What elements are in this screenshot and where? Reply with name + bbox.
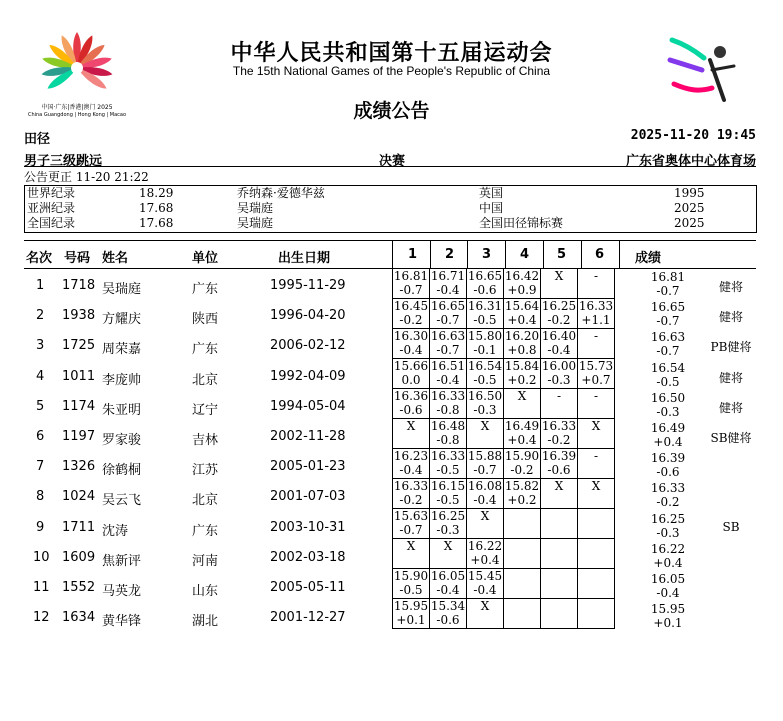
attempt-mark: 16.15 [430, 479, 466, 493]
result-mark: 16.63 [650, 330, 686, 345]
attempt-mark: 16.81 [393, 269, 429, 283]
attempt-wind: -0.3 [436, 523, 460, 537]
table-row [24, 270, 756, 300]
attempt-wind: -0.1 [473, 343, 497, 357]
unit-cell: 广东 [192, 342, 219, 358]
bib-cell: 1024 [62, 489, 96, 505]
result-cell [650, 602, 686, 630]
attempt-wind: +0.4 [507, 313, 537, 327]
result-wind: -0.4 [656, 586, 680, 600]
update-notice: 公告更正 11-20 21:22 [24, 170, 149, 184]
attempt-wind: +0.2 [507, 493, 537, 507]
games-title: 中华人民共和国第十五届运动会 [230, 41, 553, 66]
result-cell [650, 330, 686, 358]
attempt-mark: 16.33 [541, 419, 577, 433]
record-row: 亚洲纪录 17.68 吴瑞庭 中国 2025 [27, 201, 705, 215]
result-mark: 16.39 [650, 451, 686, 466]
result-cell [650, 361, 686, 389]
table-row [24, 572, 756, 602]
rank-cell: 6 [36, 429, 45, 444]
attempt-mark: 15.80 [467, 329, 503, 343]
attempt-wind: -0.4 [473, 583, 497, 597]
attempt-mark: 16.54 [467, 359, 503, 373]
table-row [24, 512, 756, 542]
dob-cell: 2006-02-12 [270, 338, 346, 354]
result-cell [650, 300, 686, 328]
result-mark: 16.25 [650, 511, 686, 526]
result-mark: 16.65 [650, 300, 686, 315]
table-row [24, 481, 756, 511]
bib-cell: 1718 [62, 278, 96, 293]
attempt-wind: -0.4 [436, 283, 460, 297]
record-row: 世界纪录 18.29 乔纳森·爱德华兹 英国 1995 [27, 186, 705, 200]
unit-cell: 广东 [192, 282, 219, 297]
dob-cell: 2002-11-28 [270, 429, 346, 444]
attempt-mark: X [406, 539, 416, 553]
attempt-mark: X [554, 479, 564, 493]
attempt-wind: +0.4 [507, 433, 537, 447]
attempt-mark: X [517, 389, 527, 403]
attempt-wind: -0.6 [399, 403, 423, 417]
bib-cell: 1174 [62, 398, 96, 414]
note-cell: PB健将 [710, 340, 752, 355]
attempt-mark: 15.95 [393, 599, 429, 613]
attempt-wind: -0.2 [547, 313, 571, 327]
attempt-mark: 16.25 [430, 509, 466, 523]
unit-cell: 北京 [192, 372, 219, 388]
attempt-mark: X [443, 539, 453, 553]
dob-cell: 1994-05-04 [270, 398, 346, 414]
attempt-mark: 16.65 [430, 299, 466, 313]
attempt-header-grid [392, 240, 620, 269]
result-wind: +0.1 [653, 616, 683, 631]
name-cell: 罗家骏 [102, 433, 142, 448]
logo-caption: 中国·广东|香港|澳门 2025 [41, 104, 113, 111]
attempt-mark: 16.31 [467, 299, 503, 313]
result-mark: 16.33 [650, 481, 686, 496]
dob-cell: 2005-05-11 [270, 580, 346, 595]
col-dob: 出生日期 [278, 251, 331, 266]
name-cell: 朱亚明 [102, 402, 142, 418]
result-mark: 16.54 [650, 360, 686, 375]
attempt-wind: -0.4 [473, 493, 497, 507]
dob-cell: 2002-03-18 [270, 549, 346, 565]
attempt-wind: -0.7 [473, 463, 497, 477]
attempt-mark: X [480, 599, 490, 613]
col-rank: 名次 [26, 251, 53, 266]
col-unit: 单位 [192, 251, 219, 266]
rank-cell: 4 [36, 368, 45, 384]
bib-cell: 1011 [62, 368, 96, 384]
table-row [24, 421, 756, 451]
attempt-mark: 16.36 [393, 389, 429, 403]
rank-cell: 5 [36, 398, 45, 414]
attempt-mark: 16.33 [430, 449, 466, 463]
attempt-mark: 16.30 [393, 329, 429, 343]
result-wind: -0.5 [656, 374, 680, 389]
result-cell [650, 542, 686, 570]
attempt-wind: +0.2 [507, 373, 537, 387]
record-row: 全国纪录 17.68 吴瑞庭 全国田径锦标赛 2025 [27, 216, 705, 230]
result-cell [650, 451, 686, 479]
bib-cell: 1634 [62, 610, 96, 626]
attempt-mark: 16.40 [541, 329, 577, 343]
attempt-mark: X [591, 419, 601, 433]
attempt-wind: -0.5 [473, 313, 497, 327]
name-cell: 周荣嘉 [102, 342, 142, 358]
attempt-wind: -0.5 [473, 373, 497, 387]
unit-cell: 广东 [192, 523, 219, 539]
games-title-en: The 15th National Games of the People's Republic of China [232, 64, 551, 78]
attempt-wind: -0.7 [436, 343, 460, 357]
result-mark: 16.50 [650, 390, 686, 405]
col-result: 成绩 [635, 251, 662, 266]
col-attempt-4: 4 [520, 247, 530, 262]
note-cell: 健将 [718, 280, 743, 294]
dob-cell: 1996-04-20 [270, 308, 346, 324]
result-mark: 16.05 [650, 572, 686, 586]
col-bib: 号码 [64, 251, 91, 266]
unit-cell: 辽宁 [192, 402, 219, 418]
unit-cell: 湖北 [192, 614, 219, 630]
col-name: 姓名 [102, 251, 129, 266]
result-wind: -0.3 [656, 404, 680, 419]
dob-cell: 1992-04-09 [270, 368, 346, 384]
result-wind: -0.7 [656, 284, 680, 298]
table-header-line [24, 268, 756, 269]
attempt-mark: 16.33 [430, 389, 466, 403]
attempt-wind: -0.8 [436, 433, 460, 447]
attempt-mark: 16.50 [467, 389, 503, 403]
note-cell: 健将 [718, 400, 743, 415]
note-cell: SB健将 [710, 431, 752, 445]
attempt-mark: 15.84 [504, 359, 540, 373]
attempt-mark: 16.33 [578, 299, 614, 313]
bib-cell: 1609 [62, 549, 96, 565]
dob-cell: 2005-01-23 [270, 459, 346, 475]
attempt-wind: -0.3 [547, 373, 571, 387]
attempt-wind: -0.6 [436, 613, 460, 627]
col-attempt-1: 1 [408, 247, 418, 262]
rank-cell: 11 [33, 580, 50, 595]
attempt-wind: -0.5 [399, 583, 423, 597]
attempt-wind: +0.8 [507, 343, 537, 357]
attempt-mark: 15.88 [467, 449, 503, 463]
attempt-mark: - [593, 389, 599, 403]
note-cell: 健将 [718, 370, 743, 385]
result-wind: -0.3 [656, 525, 680, 540]
rank-cell: 3 [36, 338, 45, 354]
venue-name: 广东省奥体中心体育场 [625, 154, 756, 169]
bib-cell: 1725 [62, 338, 96, 354]
attempt-mark: 16.00 [541, 359, 577, 373]
table-row [24, 602, 756, 632]
name-cell: 吴云飞 [102, 493, 142, 509]
attempt-wind: -0.5 [436, 493, 460, 507]
table-header [24, 240, 756, 268]
result-cell [650, 270, 686, 298]
result-cell [650, 512, 686, 540]
col-attempt-6: 6 [595, 247, 605, 262]
attempt-mark: 16.05 [430, 569, 466, 583]
result-cell [650, 481, 686, 509]
bib-cell: 1552 [62, 580, 96, 595]
result-wind: -0.7 [656, 344, 680, 359]
round-name: 决赛 [379, 154, 406, 169]
attempt-mark: 16.63 [430, 329, 466, 343]
document-title: 成绩公告 [353, 100, 430, 122]
attempt-wind: -0.2 [510, 463, 534, 477]
attempt-mark: 16.65 [467, 269, 503, 283]
col-attempt-3: 3 [482, 247, 492, 262]
name-cell: 马英龙 [102, 584, 142, 599]
result-wind: -0.7 [656, 314, 680, 329]
attempt-mark: 16.49 [504, 419, 540, 433]
attempt-wind: -0.2 [399, 493, 423, 507]
rank-cell: 7 [36, 459, 45, 475]
attempt-mark: 16.45 [393, 299, 429, 313]
attempt-wind: +1.1 [581, 313, 611, 327]
rank-cell: 2 [36, 308, 45, 324]
attempt-mark: - [593, 449, 599, 463]
result-cell [650, 421, 686, 449]
divider [24, 166, 756, 167]
attempt-wind: -0.3 [473, 403, 497, 417]
unit-cell: 河南 [192, 553, 219, 569]
attempt-mark: 16.20 [504, 329, 540, 343]
result-wind: +0.4 [653, 435, 683, 449]
attempt-wind: +0.1 [396, 613, 426, 627]
attempt-wind: -0.7 [399, 283, 423, 297]
attempt-wind: -0.4 [399, 343, 423, 357]
attempt-wind: 0.0 [401, 373, 421, 387]
note-cell: SB [722, 519, 740, 534]
dob-cell: 2003-10-31 [270, 519, 346, 535]
table-row [24, 361, 756, 391]
attempt-mark: 15.34 [430, 599, 466, 613]
attempt-mark: X [591, 479, 601, 493]
name-cell: 吴瑞庭 [102, 282, 142, 297]
attempt-mark: 16.23 [393, 449, 429, 463]
dob-cell: 2001-12-27 [270, 610, 346, 626]
note-cell: 健将 [718, 310, 743, 325]
attempt-wind: +0.7 [581, 373, 611, 387]
attempt-mark: 16.33 [393, 479, 429, 493]
bib-cell: 1326 [62, 459, 96, 475]
attempt-mark: X [554, 269, 564, 283]
attempt-wind: +0.4 [470, 553, 500, 567]
result-mark: 16.49 [650, 421, 686, 435]
result-wind: +0.4 [653, 555, 683, 570]
attempt-wind: +0.9 [507, 283, 537, 297]
col-attempt-2: 2 [445, 247, 455, 262]
attempt-wind: -0.4 [547, 343, 571, 357]
attempt-mark: 15.66 [393, 359, 429, 373]
name-cell: 黄华锋 [102, 614, 142, 630]
col-attempt-5: 5 [557, 247, 567, 262]
bib-cell: 1197 [62, 429, 96, 444]
table-row [24, 300, 756, 330]
attempt-mark: X [480, 419, 490, 433]
name-cell: 徐鹤桐 [102, 463, 142, 479]
unit-cell: 陕西 [192, 312, 219, 328]
result-mark: 16.22 [650, 541, 686, 556]
attempt-mark: X [480, 509, 490, 523]
attempt-mark: X [406, 419, 416, 433]
rank-cell: 8 [36, 489, 45, 505]
attempt-wind: -0.2 [547, 433, 571, 447]
attempt-mark: - [593, 269, 599, 283]
attempt-wind: -0.6 [473, 283, 497, 297]
unit-cell: 江苏 [192, 463, 219, 479]
result-mark: 15.95 [650, 602, 686, 617]
rank-cell: 9 [36, 519, 45, 535]
attempt-wind: -0.7 [436, 313, 460, 327]
attempt-wind: -0.6 [547, 463, 571, 477]
name-cell: 沈涛 [102, 523, 129, 539]
bib-cell: 1938 [62, 308, 96, 324]
result-wind: -0.6 [656, 465, 680, 480]
attempt-mark: 15.64 [504, 299, 540, 313]
result-cell [650, 391, 686, 419]
attempt-mark: 16.08 [467, 479, 503, 493]
result-mark: 16.81 [650, 270, 686, 284]
dob-cell: 1995-11-29 [270, 278, 346, 293]
attempt-mark: 16.25 [541, 299, 577, 313]
attempt-mark: 16.39 [541, 449, 577, 463]
name-cell: 焦新评 [102, 553, 142, 569]
attempt-mark: 16.51 [430, 359, 466, 373]
attempt-mark: 15.45 [467, 569, 503, 583]
attempt-mark: 16.48 [430, 419, 466, 433]
attempt-mark: 15.82 [504, 479, 540, 493]
table-row [24, 542, 756, 572]
bib-cell: 1711 [62, 519, 96, 535]
rank-cell: 12 [33, 610, 50, 626]
attempt-mark: 16.22 [467, 539, 503, 553]
unit-cell: 山东 [192, 584, 219, 599]
attempt-wind: -0.4 [399, 463, 423, 477]
attempt-wind: -0.8 [436, 403, 460, 417]
attempt-wind: -0.5 [436, 463, 460, 477]
result-wind: -0.2 [656, 495, 680, 510]
table-row [24, 330, 756, 360]
attempt-mark: 15.63 [393, 509, 429, 523]
attempt-mark: 15.90 [504, 449, 540, 463]
table-row [24, 451, 756, 481]
attempt-mark: - [556, 389, 562, 403]
table-row [24, 391, 756, 421]
unit-cell: 吉林 [192, 433, 219, 448]
rank-cell: 1 [36, 278, 45, 293]
attempt-mark: 16.42 [504, 269, 540, 283]
attempt-wind: -0.4 [436, 583, 460, 597]
attempt-mark: - [593, 329, 599, 343]
attempt-mark: 15.90 [393, 569, 429, 583]
event-line [24, 128, 756, 147]
sport-name: 田径 [24, 132, 51, 147]
attempt-wind: -0.2 [399, 313, 423, 327]
name-cell: 李庞帅 [102, 372, 142, 388]
event-datetime: 2025-11-20 19:45 [630, 128, 756, 143]
rank-cell: 10 [33, 549, 50, 565]
dob-cell: 2001-07-03 [270, 489, 346, 505]
unit-cell: 北京 [192, 493, 219, 509]
event-name: 男子三级跳远 [24, 154, 103, 169]
attempt-wind: -0.7 [399, 523, 423, 537]
name-cell: 方耀庆 [102, 312, 142, 328]
result-cell [650, 572, 686, 600]
attempt-mark: 15.73 [578, 359, 614, 373]
records-box [24, 185, 757, 233]
logo-caption-en: China Guangdong | Hong Kong | Macao [27, 112, 127, 118]
attempt-mark: 16.71 [430, 269, 466, 283]
attempt-wind: -0.4 [436, 373, 460, 387]
